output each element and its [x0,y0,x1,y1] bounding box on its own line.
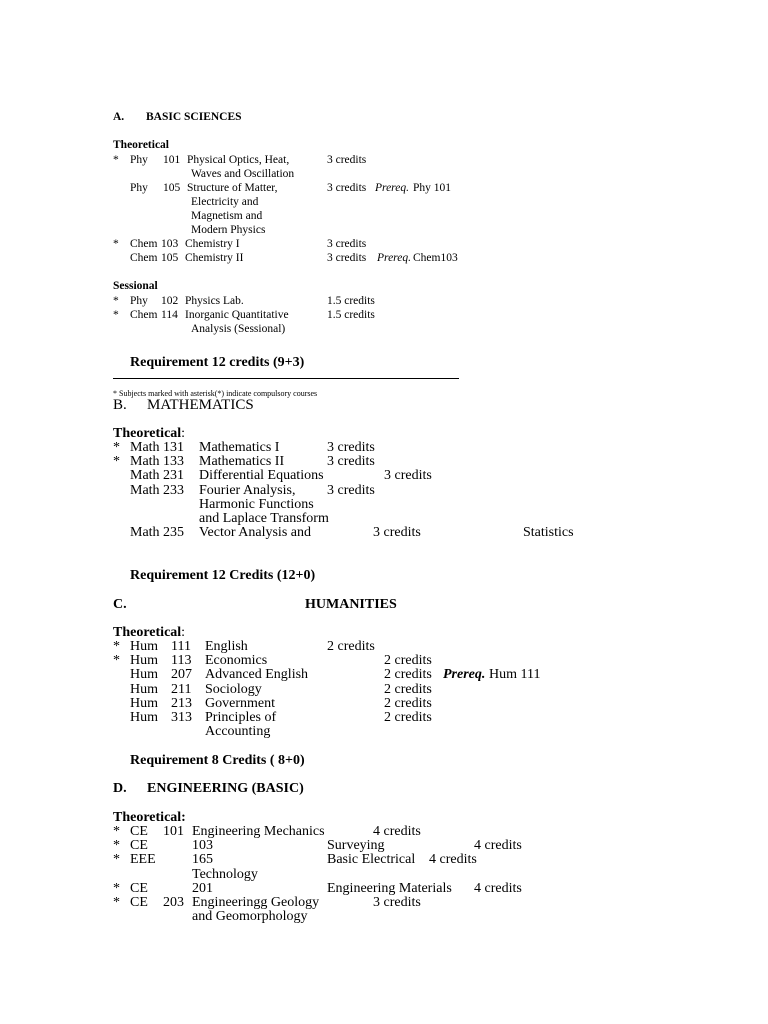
course-name: English [205,639,248,654]
course-name: Physics Lab. [185,295,244,307]
course-credits: 3 credits [373,525,421,540]
course-dept: Chem [130,238,158,250]
course-name: Chemistry II [185,252,244,264]
course-name: Analysis (Sessional) [191,323,286,335]
section-d-letter: D. [113,781,127,796]
course-name: Inorganic Quantitative [185,309,289,321]
course-dept: Hum [130,653,158,668]
course-star: * [113,440,120,455]
course-number: 101 [163,824,184,839]
course-credits: 3 credits [327,252,367,264]
course-name: Accounting [205,724,271,739]
course-credits: 3 credits [373,895,421,910]
section-a-requirement: Requirement 12 credits (9+3) [130,355,305,370]
theoretical-label-text: Theoretical [113,426,182,441]
course-credits: 3 credits [384,468,432,483]
course-dept: Chem [130,252,158,264]
course-name: Engineering Materials [327,881,452,896]
course-number: 201 [192,881,213,896]
course-credits: 2 credits [384,696,432,711]
course-dept: Phy [130,295,148,307]
course-name: Technology [192,867,258,882]
course-name: Economics [205,653,268,668]
section-b-requirement: Requirement 12 Credits (12+0) [130,568,316,583]
course-number: 103 [192,838,213,853]
course-number: 101 [163,154,181,166]
course-dept: CE [130,838,148,853]
section-a-theoretical-label: Theoretical [113,139,169,151]
course-name: Engineering Mechanics [192,824,325,839]
course-credits: 3 credits [327,238,367,250]
course-name: Differential Equations [199,468,324,483]
course-name: Fourier Analysis, [199,483,296,498]
course-code: Math 131 [130,440,185,455]
course-star: * [113,309,119,321]
course-name: Mathematics II [199,454,285,469]
course-number: 211 [171,682,192,697]
course-credits: 3 credits [327,454,375,469]
course-credits: 3 credits [327,483,375,498]
section-c-requirement: Requirement 8 Credits ( 8+0) [130,753,305,768]
course-name: Principles of [205,710,277,725]
course-dept: Hum [130,710,158,725]
course-number: 165 [192,852,213,867]
course-number: 203 [163,895,184,910]
course-name: Electricity and [191,196,259,208]
course-star: * [113,838,120,853]
prereq-label: Prereq. [375,182,409,194]
course-name: and Geomorphology [192,909,308,924]
course-star: * [113,639,120,654]
prereq-label: Prereq. [377,252,411,264]
course-name: Chemistry I [185,238,240,250]
course-name: Mathematics I [199,440,280,455]
course-star: * [113,881,120,896]
prereq-course: Hum 111 [489,667,541,682]
course-number: 102 [161,295,179,307]
course-code: Math 235 [130,525,185,540]
course-number: 207 [171,667,192,682]
course-credits: 2 credits [384,710,432,725]
course-name: Basic Electrical [327,852,416,867]
course-credits: 2 credits [384,667,432,682]
course-star: * [113,454,120,469]
course-number: 113 [171,653,192,668]
course-dept: Hum [130,696,158,711]
course-credits: 3 credits [327,440,375,455]
course-name: Modern Physics [191,224,266,236]
section-b-letter: B. [113,397,127,413]
course-credits: 2 credits [384,653,432,668]
course-credits: 3 credits [327,154,367,166]
prereq-label: Prereq. [443,667,486,682]
section-b-theoretical-label [113,427,185,441]
course-number: 114 [161,309,178,321]
course-name: Magnetism and [191,210,263,222]
course-credits: 1.5 credits [327,309,375,321]
course-name: Sociology [205,682,262,697]
course-credits: 2 credits [327,639,375,654]
section-a-sessional-label: Sessional [113,280,158,292]
course-name: Harmonic Functions [199,497,314,512]
course-credits: 1.5 credits [327,295,375,307]
course-star: * [113,824,120,839]
course-name: Advanced English [205,667,309,682]
course-name: Waves and Oscillation [191,168,295,180]
course-credits: 4 credits [429,852,477,867]
course-star: * [113,653,120,668]
section-d-title: ENGINEERING (BASIC) [147,781,304,796]
course-credits: 3 credits [327,182,367,194]
section-d-theoretical-label: Theoretical: [113,810,186,825]
course-credits: 2 credits [384,682,432,697]
course-name: Physical Optics, Heat, [187,154,290,166]
theoretical-colon: : [181,625,186,640]
course-name: and Laplace Transform [199,511,329,526]
course-code: Math 233 [130,483,185,498]
course-number: 105 [161,252,179,264]
course-dept: Phy [130,154,148,166]
course-dept: EEE [130,852,156,867]
course-name-continued: Statistics [523,525,574,540]
footnote-divider [113,378,459,379]
section-a-letter: A. [113,111,125,123]
course-name: Structure of Matter, [187,182,278,194]
course-number: 313 [171,710,192,725]
course-dept: CE [130,824,148,839]
prereq-course: Phy 101 [413,182,452,194]
footnote: * Subjects marked with asterisk(*) indicate compulsory courses [113,389,318,398]
course-number: 105 [163,182,181,194]
section-c-letter: C. [113,597,127,612]
course-name: Surveying [327,838,385,853]
course-star: * [113,295,119,307]
section-b-title: MATHEMATICS [147,397,254,413]
section-c-theoretical-label [113,626,185,640]
section-a-title: BASIC SCIENCES [146,111,242,123]
course-dept: Hum [130,667,158,682]
course-dept: Phy [130,182,148,194]
course-credits: 4 credits [474,838,522,853]
course-star: * [113,238,119,250]
course-credits: 4 credits [474,881,522,896]
course-code: Math 231 [130,468,185,483]
course-number: 111 [171,639,191,654]
course-number: 213 [171,696,192,711]
course-star: * [113,852,120,867]
course-number: 103 [161,238,179,250]
course-code: Math 133 [130,454,185,469]
course-credits: 4 credits [373,824,421,839]
course-dept: Hum [130,639,158,654]
course-star: * [113,895,120,910]
course-name: Engineeringg Geology [192,895,320,910]
course-dept: Hum [130,682,158,697]
theoretical-label-text: Theoretical [113,625,182,640]
course-dept: CE [130,895,148,910]
theoretical-colon: : [181,426,186,441]
section-c-title: HUMANITIES [305,597,397,612]
course-star: * [113,154,119,166]
course-dept: CE [130,881,148,896]
course-name: Government [205,696,275,711]
course-dept: Chem [130,309,158,321]
prereq-course: Chem103 [413,252,458,264]
course-name: Vector Analysis and [199,525,311,540]
